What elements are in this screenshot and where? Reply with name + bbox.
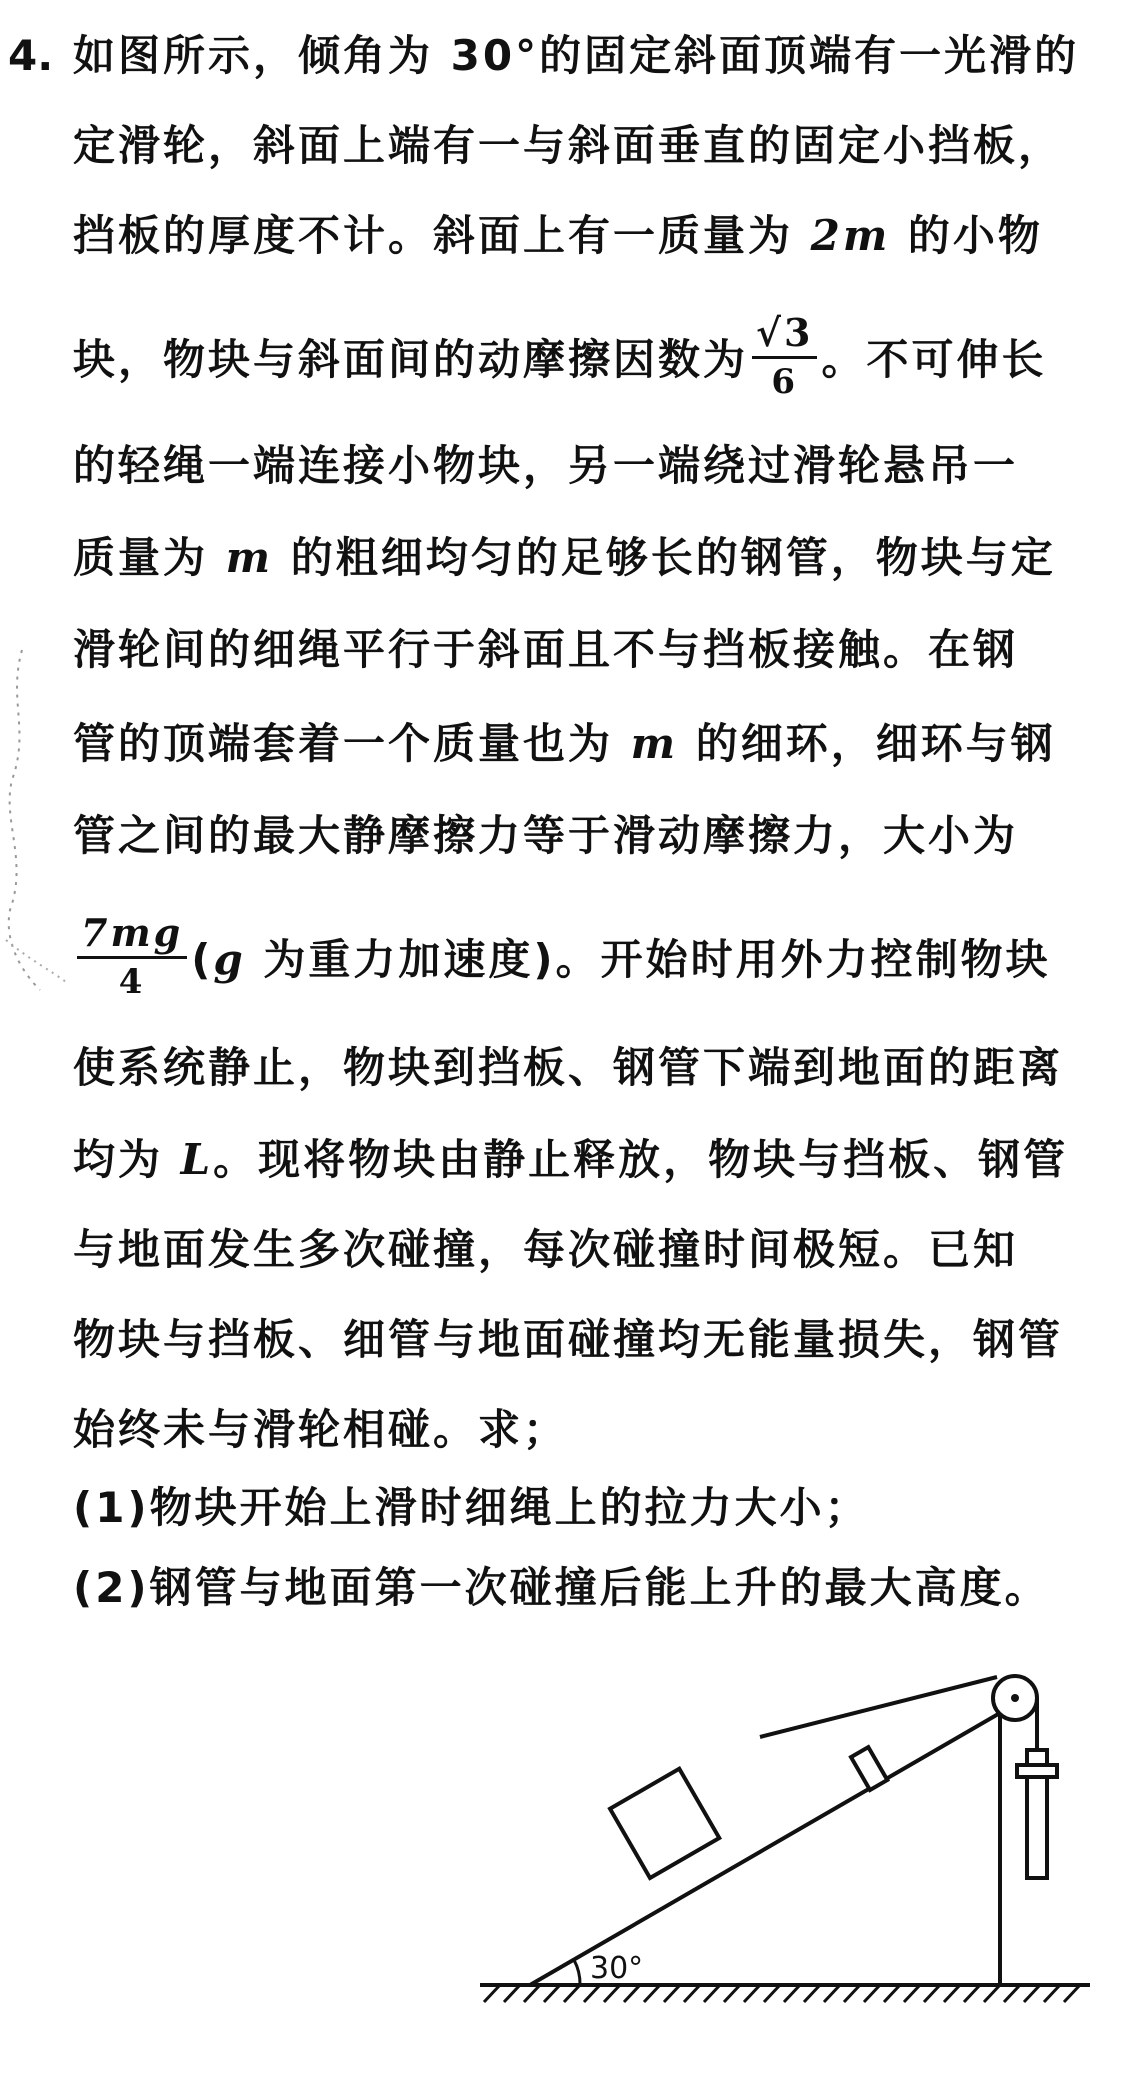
angle-arc — [574, 1960, 580, 1985]
pulley-axle — [1011, 1694, 1019, 1702]
ring-mass-m: m — [630, 719, 679, 768]
ground — [480, 1985, 1090, 2002]
question-1: (1)物块开始上滑时细绳上的拉力大小； — [73, 1483, 870, 1532]
text-line-12-a: 均为 — [73, 1135, 181, 1184]
text-line-10-c: 为重力加速度)。开始时用外力控制物块 — [245, 935, 1051, 984]
incline-pulley-diagram — [470, 1640, 1110, 2060]
text-line-4 — [73, 310, 1113, 405]
text-line-3 — [73, 208, 1113, 264]
distance-L: L — [180, 1135, 214, 1184]
text-line-6 — [73, 530, 1113, 586]
question-2: (2)钢管与地面第一次碰撞后能上升的最大高度。 — [73, 1563, 1050, 1612]
text-line-8 — [73, 716, 1113, 772]
incline-surface — [530, 1713, 1000, 1985]
fraction-denominator: 6 — [771, 362, 799, 402]
text-line-11: 使系统静止，物块到挡板、钢管下端到地面的距离 — [73, 1043, 1064, 1092]
text-line-14: 物块与挡板、细管与地面碰撞均无能量损失，钢管 — [73, 1315, 1064, 1364]
text-line-5: 的轻绳一端连接小物块，另一端绕过滑轮悬吊一 — [73, 441, 1019, 490]
text-line-3-a: 挡板的厚度不计。斜面上有一质量为 — [73, 211, 811, 260]
text-line-1: 如图所示，倾角为 30°的固定斜面顶端有一光滑的 — [73, 31, 1080, 80]
text-line-2: 定滑轮，斜面上端有一与斜面垂直的固定小挡板， — [73, 121, 1064, 170]
text-line-10-a: ( — [191, 935, 214, 984]
text-line-12-c: 。现将物块由静止释放，物块与挡板、钢管 — [213, 1135, 1069, 1184]
text-line-13: 与地面发生多次碰撞，每次碰撞时间极短。已知 — [73, 1225, 1019, 1274]
text-line-8-a: 管的顶端套着一个质量也为 — [73, 719, 631, 768]
text-line-4-a: 块，物块与斜面间的动摩擦因数为 — [73, 335, 749, 384]
angle-label: 30° — [590, 1951, 644, 1986]
fraction-numerator: 7mg — [77, 914, 187, 959]
text-line-6-c: 的粗细均匀的足够长的钢管，物块与定 — [273, 533, 1056, 582]
text-line-6-a: 质量为 — [73, 533, 226, 582]
friction-force-fraction — [77, 910, 187, 1002]
thin-ring — [1017, 1765, 1057, 1777]
text-line-12 — [73, 1132, 1113, 1188]
scan-noise-mark — [0, 640, 70, 1000]
block — [610, 1769, 719, 1878]
text-line-4-b: 。不可伸长 — [821, 335, 1047, 384]
text-line-15: 始终未与滑轮相碰。求； — [73, 1405, 569, 1454]
text-line-7: 滑轮间的细绳平行于斜面且不与挡板接触。在钢 — [73, 625, 1019, 674]
text-line-10 — [73, 910, 1113, 1005]
fraction-numerator: √3 — [752, 314, 817, 359]
fraction-denominator: 4 — [118, 962, 146, 1002]
problem-number: 4. — [8, 31, 54, 80]
friction-coefficient-fraction — [752, 310, 817, 402]
mass-m: m — [225, 533, 274, 582]
text-line-8-c: 的细环，细环与钢 — [678, 719, 1056, 768]
text-line-9: 管之间的最大静摩擦力等于滑动摩擦力，大小为 — [73, 811, 1019, 860]
stopper-plate — [851, 1747, 887, 1790]
text-line-3-c: 的小物 — [890, 211, 1043, 260]
mass-2m: 2m — [810, 211, 891, 260]
rope-incline — [760, 1677, 997, 1737]
gravity-g: g — [213, 935, 246, 984]
